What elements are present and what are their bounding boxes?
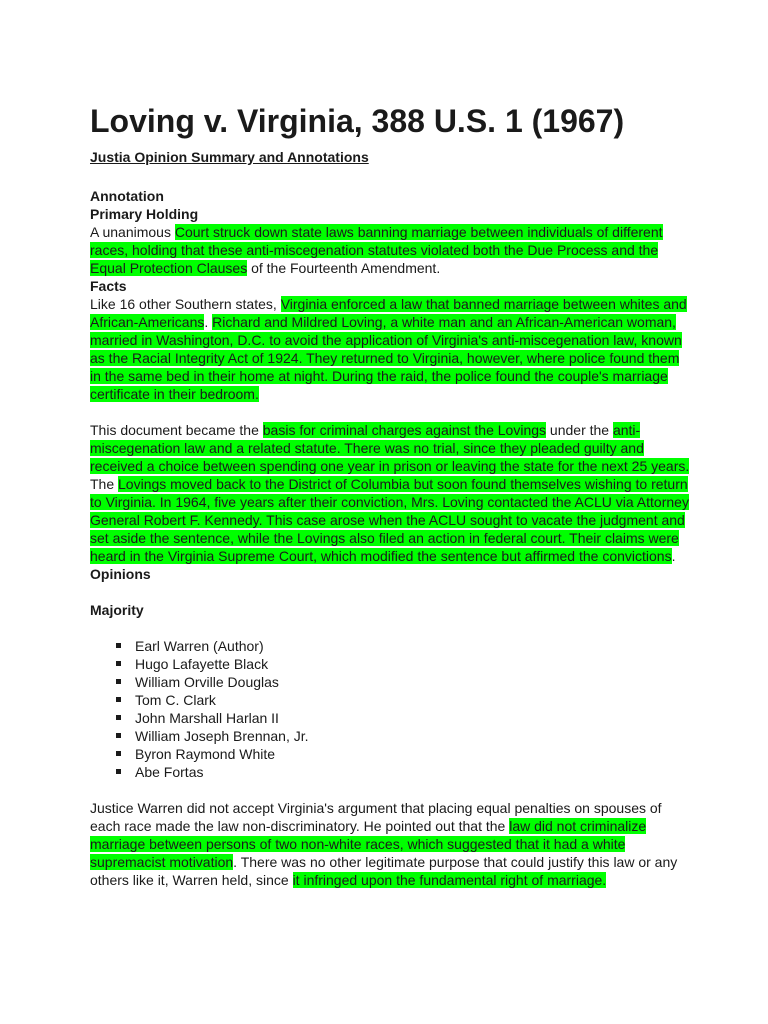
list-item: Hugo Lafayette Black — [135, 655, 690, 673]
highlighted-text: Court struck down state laws banning marriage between individuals of different races, holding that these anti-miscegenation statutes violated both the Due Process and the Equal Protection Clauses — [90, 224, 663, 276]
annotation-heading: Annotation — [90, 188, 164, 204]
text-run: . There was no other legitimate purpose that could justify this law or any others like it, Warren held, since — [90, 854, 678, 888]
highlighted-text: Richard and Mildred Loving, a white man and an African-American woman, married in Washington, D.C. to avoid the application of Virginia's anti-miscegenation law, known as the Racial Integrity Act of 1924. They returned to Virginia, however, where police found them in the same bed in their home at night. During the raid, the police found the couple's marriage certificate in their bedroom. — [90, 314, 682, 402]
highlighted-text: Lovings moved back to the District of Columbia but soon found themselves wishing to return to Virginia. In 1964, five years after their conviction, Mrs. Loving contacted the ACLU via Attorney General Robert F. Kennedy. This case arose when the ACLU sought to vacate the judgment and set aside the sentence, while the Lovings also filed an action in federal court. Their claims were heard in the Virginia Supreme Court, which modified the sentence but affirmed the convictions — [90, 476, 689, 564]
highlighted-text: it infringed upon the fundamental right of marriage. — [292, 872, 607, 888]
highlighted-text: anti-miscegenation law and a related statute. There was no trial, since they pleaded guilty and received a choice between spending one year in prison or leaving the state for the next 25 years. — [90, 422, 690, 474]
document-body — [90, 187, 690, 889]
paragraph-spacer — [90, 583, 690, 601]
opinions-heading: Opinions — [90, 566, 151, 582]
text-run: This document became the — [90, 422, 263, 438]
list-item: Byron Raymond White — [135, 745, 690, 763]
primary-holding-heading: Primary Holding — [90, 206, 199, 222]
subtitle-link[interactable]: Justia Opinion Summary and Annotations — [90, 149, 369, 165]
majority-heading: Majority — [90, 602, 144, 618]
paragraph-spacer — [90, 403, 690, 421]
text-run: of the Fourteenth Amendment. — [247, 260, 441, 276]
highlighted-text: law did not criminalize marriage between persons of two non-white races, which suggested that it had a white supremacist motivation — [90, 818, 647, 870]
highlighted-text: Virginia enforced a law that banned marriage between whites and African-Americans — [90, 296, 687, 330]
list-item: Tom C. Clark — [135, 691, 690, 709]
majority-justices-list — [90, 637, 690, 781]
text-run: under the — [546, 422, 613, 438]
text-run: . — [671, 548, 676, 564]
text-run: The — [90, 476, 119, 492]
facts-heading: Facts — [90, 278, 127, 294]
text-run: Like 16 other Southern states, — [90, 296, 281, 312]
page-title: Loving v. Virginia, 388 U.S. 1 (1967) — [90, 103, 625, 139]
facts-paragraph-2 — [90, 421, 690, 565]
text-run: Justice Warren did not accept Virginia's argument that placing equal penalties on spouses of each race made the law non-discriminatory. He pointed out that the — [90, 800, 662, 834]
list-item: William Orville Douglas — [135, 673, 690, 691]
list-item: Earl Warren (Author) — [135, 637, 690, 655]
list-item: William Joseph Brennan, Jr. — [135, 727, 690, 745]
text-run: A unanimous — [90, 224, 175, 240]
warren-opinion-paragraph — [90, 799, 690, 889]
paragraph-spacer — [90, 619, 690, 637]
highlighted-text: basis for criminal charges against the Lovings — [262, 422, 547, 438]
text-run: . — [204, 314, 213, 330]
primary-holding-paragraph — [90, 223, 690, 277]
list-item: John Marshall Harlan II — [135, 709, 690, 727]
facts-paragraph-1 — [90, 295, 690, 403]
paragraph-spacer — [90, 781, 690, 799]
list-item: Abe Fortas — [135, 763, 690, 781]
